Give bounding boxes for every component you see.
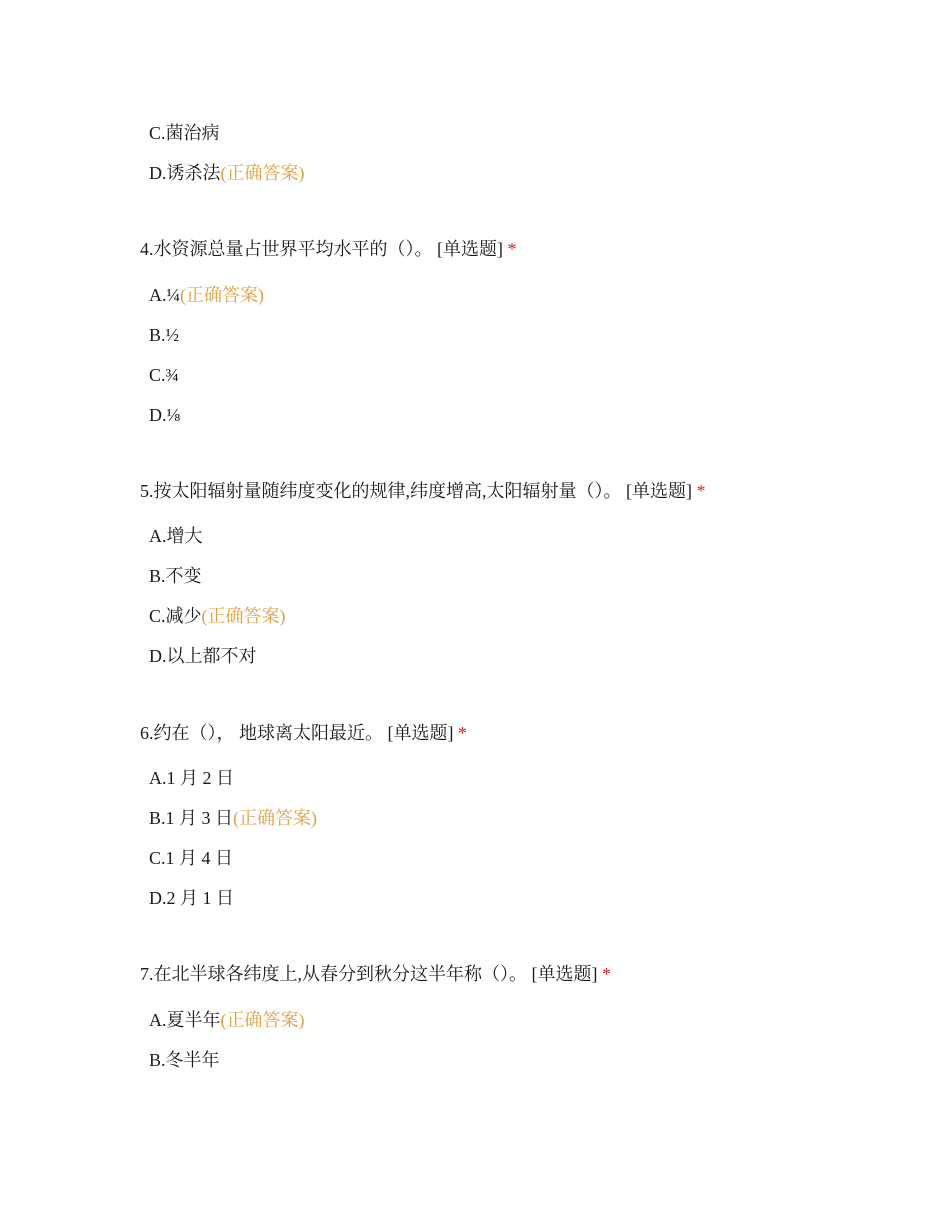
option-label: D.以上都不对: [149, 646, 257, 666]
option-4d: [149, 403, 180, 427]
option-label: A.夏半年: [149, 1010, 221, 1030]
question-7: [140, 962, 611, 986]
option-label: B.冬半年: [149, 1050, 220, 1070]
option-label: A.¼: [149, 285, 180, 305]
option-label: A.1 月 2 日: [149, 768, 234, 788]
option-5d: [149, 644, 257, 668]
question-text: 7.在北半球各纬度上,从春分到秋分这半年称（）。 [单选题]: [140, 964, 598, 984]
question-text: 4.水资源总量占世界平均水平的（）。 [单选题]: [140, 239, 503, 259]
question-text: 5.按太阳辐射量随纬度变化的规律,纬度增高,太阳辐射量（）。 [单选题]: [140, 481, 692, 501]
option-5a: [149, 524, 203, 548]
option-label: B.1 月 3 日: [149, 808, 234, 828]
question-5: [140, 479, 706, 503]
question-4: [140, 237, 517, 261]
correct-answer-marker: (正确答案): [220, 1010, 305, 1030]
option-3c: [149, 121, 220, 145]
option-label: C.1 月 4 日: [149, 848, 234, 868]
option-6b: [149, 806, 317, 830]
option-7a: [149, 1008, 305, 1032]
required-marker: *: [696, 481, 706, 501]
option-label: A.增大: [149, 526, 203, 546]
option-6d: [149, 886, 234, 910]
option-6c: [149, 846, 233, 870]
option-label: C.菌治病: [149, 123, 220, 143]
option-label: B.不变: [149, 566, 202, 586]
option-7b: [149, 1048, 220, 1072]
option-label: C.¾: [149, 365, 180, 385]
option-4b: [149, 323, 179, 347]
option-6a: [149, 766, 234, 790]
option-label: D.诱杀法: [149, 163, 221, 183]
option-4a: [149, 283, 264, 307]
option-label: D.⅛: [149, 405, 180, 425]
option-5b: [149, 564, 202, 588]
option-label: B.½: [149, 325, 180, 345]
required-marker: *: [602, 964, 611, 984]
question-text: 6.约在（）， 地球离太阳最近。 [单选题]: [140, 723, 454, 743]
correct-answer-marker: (正确答案): [180, 285, 264, 305]
question-6: [140, 721, 467, 745]
correct-answer-marker: (正确答案): [201, 606, 286, 626]
option-5c: [149, 604, 286, 628]
option-3d: [149, 161, 305, 185]
correct-answer-marker: (正确答案): [233, 808, 318, 828]
required-marker: *: [507, 239, 517, 259]
option-label: D.2 月 1 日: [149, 888, 234, 908]
required-marker: *: [458, 723, 467, 743]
correct-answer-marker: (正确答案): [220, 163, 305, 183]
option-4c: [149, 363, 179, 387]
option-label: C.减少: [149, 606, 202, 626]
